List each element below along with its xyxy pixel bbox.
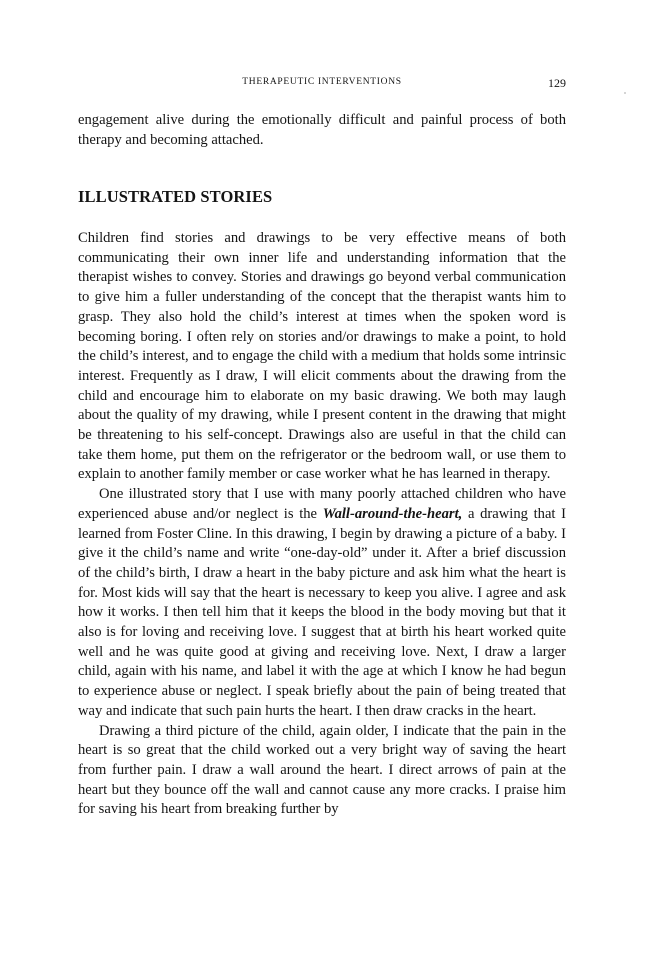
scan-speck: [624, 92, 626, 94]
paragraph-2: [78, 485, 566, 721]
running-header: [78, 77, 566, 93]
wall-around-the-heart-term: Wall-around-the-heart,: [322, 505, 463, 522]
paragraph-3: Drawing a third picture of the child, again older, I indicate that the pain in the heart is so great that the child worked out a very bright way of saving the heart from further pain. I draw a wall around the heart. I direct arrows of pain at the heart but they bounce off the wall and cannot cause any more cracks. I praise him for saving his heart from breaking further by: [78, 722, 566, 818]
continued-paragraph: [78, 111, 566, 150]
paragraph-2-text-after: a drawing that I learned from Foster Cline. In this drawing, I begin by drawing a picture of a baby. I give it the child’s name and write “one-day-old” under it. After a brief discussion of the child’s birth, I draw a heart in the baby picture and ask him what the heart is for. Most kids will say that the heart is necessary to keep you alive. I agree and ask how it works. I then tell him that it keeps the blood in the body moving but that it also is for loving and receiving love. I suggest that at birth his heart worked quite well and he was quite good at giving and receiving love. Next, I draw a larger child, again with his name, and label it with the age at which I know he had begun to experience abuse or neglect. I speak briefly about the pain of being treated that way and indicate that such pain hurts the heart. I then draw cracks in the heart.: [78, 505, 566, 719]
paragraph-2-text-before: One illustrated story that I use with many poorly attached children who have experienced abuse and/or neglect is the: [78, 486, 566, 522]
section-heading: ILLUSTRATED STORIES: [78, 187, 273, 206]
opening-paragraph: engagement alive during the emotionally difficult and painful process of both therapy and becoming attached.: [78, 112, 566, 148]
paragraph-1: Children find stories and drawings to be very effective means of both communicating their own inner life and understanding information that the therapist wishes to convey. Stories and drawings go beyond verbal communication to give him a fuller understanding of the concept that the therapist wants him to grasp. They also hold the child’s interest at times when the spoken word is becoming boring. I often rely on stories and/or drawings to make a point, to hold the child’s interest, and to engage the child with a medium that holds some intrinsic interest. Frequently as I draw, I will elicit comments about the drawing from the child and encourage him to elaborate on my basic drawing. We both may laugh about the quality of my drawing, while I present content in the drawing that might be threatening to his self-concept. Drawings also are useful in that the child can take them home, put them on the refrigerator or the bedroom wall, or use them to explain to another family member or case worker what he has learned in therapy.: [78, 230, 566, 483]
running-title: THERAPEUTIC INTERVENTIONS: [242, 77, 402, 87]
section-body: [78, 229, 566, 820]
page-number: 129: [548, 76, 566, 90]
